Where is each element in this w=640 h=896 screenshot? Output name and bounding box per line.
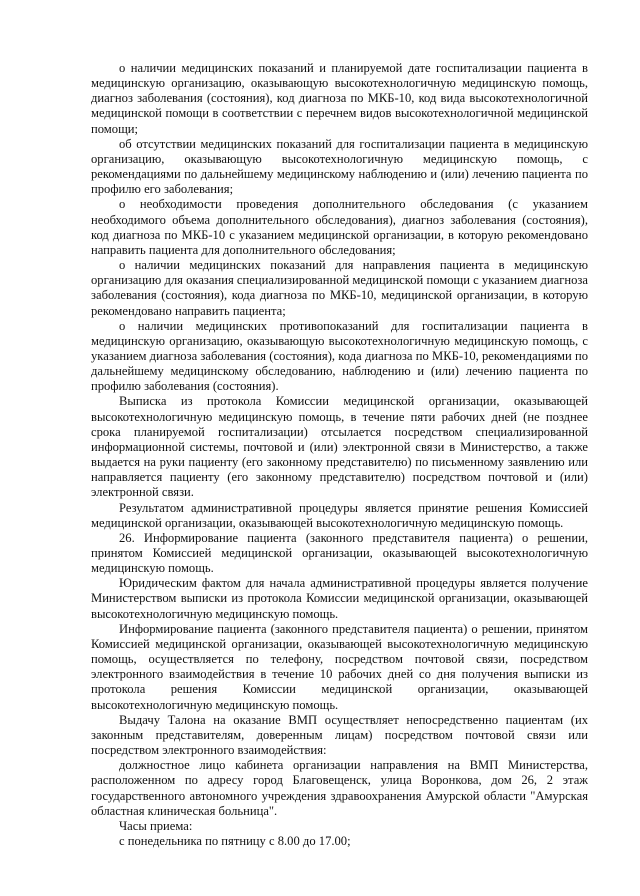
paragraph-decision-indications: о наличии медицинских показаний и планируемой дате госпитализации пациента в медицинскую организацию, оказывающую высокотехнологичную медицинскую помощь, диагноз заболевания (состояния), код диагноза по МКБ-10, код вида высокотехнологичной медицинской помощи в соответствии с перечнем видов высокотехнологичной медицинской помощи; <box>91 61 588 136</box>
document-page <box>91 61 588 849</box>
paragraph-talon-issuance: Выдачу Талона на оказание ВМП осуществляет непосредственно пациентам (их законным представителям, доверенным лицам) посредством почтовой связи или посредством электронного взаимодействия: <box>91 712 588 758</box>
paragraph-decision-specialized-care: о наличии медицинских показаний для направления пациента в медицинскую организацию для оказания специализированной медицинской помощи с указанием диагноза заболевания (состояния), кода диагноза по МКБ-10, медицинской организации, в которую рекомендовано направить пациента; <box>91 258 588 318</box>
paragraph-procedure-result: Результатом административной процедуры является принятие решения Комиссией медицинской организации, оказывающей высокотехнологичную медицинскую помощь. <box>91 500 588 530</box>
paragraph-decision-no-indications: об отсутствии медицинских показаний для госпитализации пациента в медицинскую организацию, оказывающую высокотехнологичную медицинскую помощь, с рекомендациями по дальнейшему медицинскому наблюдению и (или) лечению пациента по профилю его заболевания; <box>91 136 588 197</box>
paragraph-decision-contraindications: о наличии медицинских противопоказаний для госпитализации пациента в медицинскую организацию, оказывающую высокотехнологичную медицинскую помощь, с указанием диагноза заболевания (состояния), кода диагноза по МКБ-10, рекомендациями по дальнейшему медицинскому обследованию, наблюдению и (или) лечению пациента по профилю заболевания (состояния). <box>91 318 588 394</box>
paragraph-protocol-extract: Выписка из протокола Комиссии медицинской организации, оказывающей высокотехнологичную медицинскую помощь, в течение пяти рабочих дней (не позднее срока планируемой госпитализации) отсылается посредством специализированной информационной системы, почтовой и (или) электронной связи в Министерство, а также выдается на руки пациенту (его законному представителю) по письменному заявлению или направляется пациенту (его законному представителю) посредством почтовой и (или) электронной связи. <box>91 394 588 500</box>
paragraph-legal-fact: Юридическим фактом для начала административной процедуры является получение Министерством выписки из протокола Комиссии медицинской организации, оказывающей высокотехнологичную медицинскую помощь. <box>91 576 588 621</box>
paragraph-section-26: 26. Информирование пациента (законного представителя пациента) о решении, принятом Комиссией медицинской организации, оказывающей высокотехнологичную медицинскую помощь. <box>91 530 588 576</box>
paragraph-reception-hours-title: Часы приема: <box>119 818 193 833</box>
paragraph-informing-patient: Информирование пациента (законного представителя пациента) о решении, принятом Комиссией медицинской организации, оказывающей высокотехнологичную медицинскую помощь, осуществляется по телефону, посредством почтовой связи, посредством электронного взаимодействия в течение 10 рабочих дней со дня получения выписки из протокола решения Комиссии медицинской организации, оказывающей высокотехнологичную медицинскую помощь. <box>91 621 588 712</box>
paragraph-reception-hours-weekdays: с понедельника по пятницу с 8.00 до 17.00; <box>119 833 351 848</box>
paragraph-decision-additional-exam: о необходимости проведения дополнительного обследования (с указанием необходимого объема дополнительного обследования), диагноз заболевания (состояния), код диагноза по МКБ-10 с указанием медицинской организации, в которую рекомендовано направить пациента для дополнительного обследования; <box>91 197 588 257</box>
paragraph-official-address: должностное лицо кабинета организации направления на ВМП Министерства, расположенном по адресу город Благовещенск, улица Воронкова, дом 26, 2 этаж государственного автономного учреждения здравоохранения Амурской области "Амурская областная клиническая больница". <box>91 758 588 818</box>
